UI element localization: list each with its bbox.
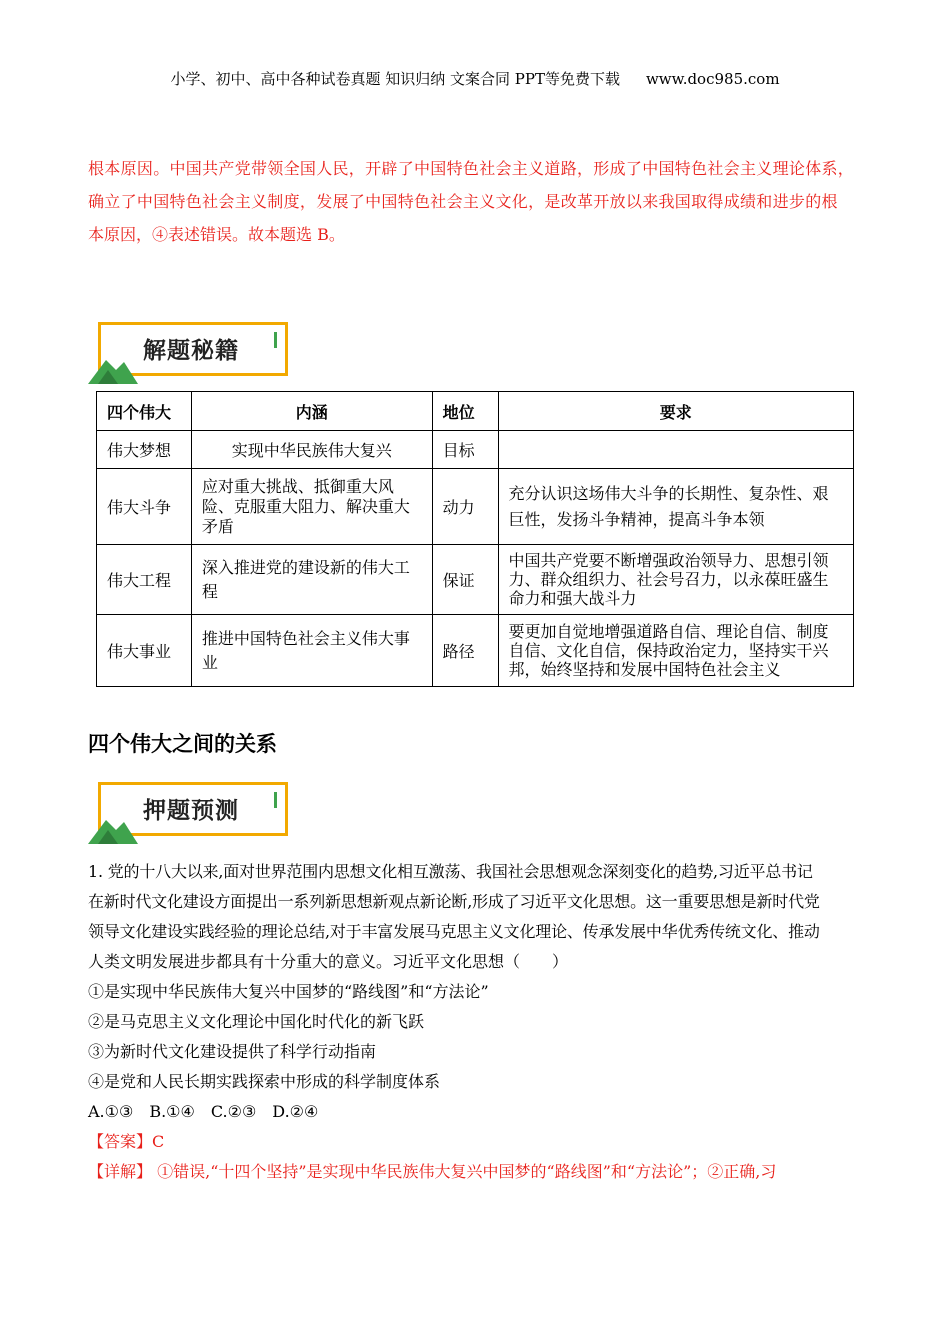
header-url: www.doc985.com [645, 70, 780, 88]
hill-icon [88, 814, 138, 844]
table-row [97, 545, 854, 615]
question-stem-line: 在新时代文化建设方面提出一系列新思想新观点新论断,形成了习近平文化思想。这一重要思想是新时代党 [88, 892, 820, 911]
table-row [97, 615, 854, 687]
badge-accent-bar [274, 332, 277, 348]
cell-name: 伟大斗争 [97, 469, 192, 545]
table-row [97, 431, 854, 469]
cell-content: 实现中华民族伟大复兴 [191, 431, 432, 469]
table-row [97, 469, 854, 545]
cell-name: 伟大梦想 [97, 431, 192, 469]
cell-status: 动力 [432, 469, 498, 545]
col-header: 地位 [432, 392, 498, 431]
badge-accent-bar [274, 792, 277, 808]
cell-requirement [498, 431, 854, 469]
question-block [88, 857, 878, 1187]
cell-content: 推进中国特色社会主义伟大事业 [191, 615, 432, 687]
section-badge-prediction [88, 778, 300, 848]
four-greats-table [96, 391, 854, 687]
col-header: 要求 [498, 392, 854, 431]
cell-status: 目标 [432, 431, 498, 469]
cell-status: 保证 [432, 545, 498, 615]
col-header: 内涵 [191, 392, 432, 431]
paragraph-line: 根本原因。中国共产党带领全国人民，开辟了中国特色社会主义道路，形成了中国特色社会主义理论体系， [88, 159, 855, 178]
option-item: ④是党和人民长期实践探索中形成的科学制度体系 [88, 1072, 441, 1091]
detail-line [88, 1157, 878, 1187]
section-badge-tips [88, 318, 300, 388]
question-stem-line: 领导文化建设实践经验的理论总结,对于丰富发展马克思主义文化理论、传承发展中华优秀传统文化、推动 [88, 922, 820, 941]
answer-line [88, 1127, 878, 1157]
paragraph-line: 确立了中国特色社会主义制度，发展了中国特色社会主义文化，是改革开放以来我国取得成绩和进步的根 [88, 192, 838, 211]
cell-requirement: 充分认识这场伟大斗争的长期性、复杂性、艰巨性，发扬斗争精神，提高斗争本领 [498, 469, 854, 545]
col-header: 四个伟大 [97, 392, 192, 431]
question-stem-line: 1. 党的十八大以来,面对世界范围内思想文化相互激荡、我国社会思想观念深刻变化的趋势,习近平总书记 [88, 862, 813, 881]
paragraph-line: 本原因，④表述错误。故本题选 B。 [88, 225, 345, 244]
badge-label: 押题预测 [143, 798, 239, 824]
page-header [0, 68, 950, 89]
detail-label: 【详解】 [88, 1162, 153, 1181]
badge-label: 解题秘籍 [143, 338, 239, 364]
section-title: 四个伟大之间的关系 [88, 732, 277, 756]
cell-name: 伟大事业 [97, 615, 192, 687]
answer-value: C [152, 1132, 165, 1151]
option-item: ③为新时代文化建设提供了科学行动指南 [88, 1042, 377, 1061]
table-header-row [97, 392, 854, 431]
header-left-text: 小学、初中、高中各种试卷真题 知识归纳 文案合同 PPT等免费下载 [170, 70, 620, 88]
hill-icon [88, 354, 138, 384]
option-item: ②是马克思主义文化理论中国化时代化的新飞跃 [88, 1012, 425, 1031]
cell-status: 路径 [432, 615, 498, 687]
cell-name: 伟大工程 [97, 545, 192, 615]
cell-requirement: 要更加自觉地增强道路自信、理论自信、制度自信、文化自信，保持政治定力，坚持实干兴邦，始终坚持和发展中国特色社会主义 [498, 615, 854, 687]
question-stem-line: 人类文明发展进步都具有十分重大的意义。习近平文化思想（ ） [88, 952, 569, 971]
cell-requirement: 中国共产党要不断增强政治领导力、思想引领力、群众组织力、社会号召力，以永葆旺盛生命力和强大战斗力 [498, 545, 854, 615]
answer-label: 【答案】 [88, 1132, 153, 1151]
detail-text: ①错误,“十四个坚持”是实现中华民族伟大复兴中国梦的“路线图”和“方法论”；②正确,习 [157, 1162, 777, 1181]
top-paragraph [88, 152, 868, 251]
cell-content: 深入推进党的建设新的伟大工程 [191, 545, 432, 615]
cell-content: 应对重大挑战、抵御重大风险、克服重大阻力、解决重大矛盾 [191, 469, 432, 545]
answer-choices: A.①③ B.①④ C.②③ D.②④ [88, 1102, 319, 1121]
option-item: ①是实现中华民族伟大复兴中国梦的“路线图”和“方法论” [88, 982, 489, 1001]
